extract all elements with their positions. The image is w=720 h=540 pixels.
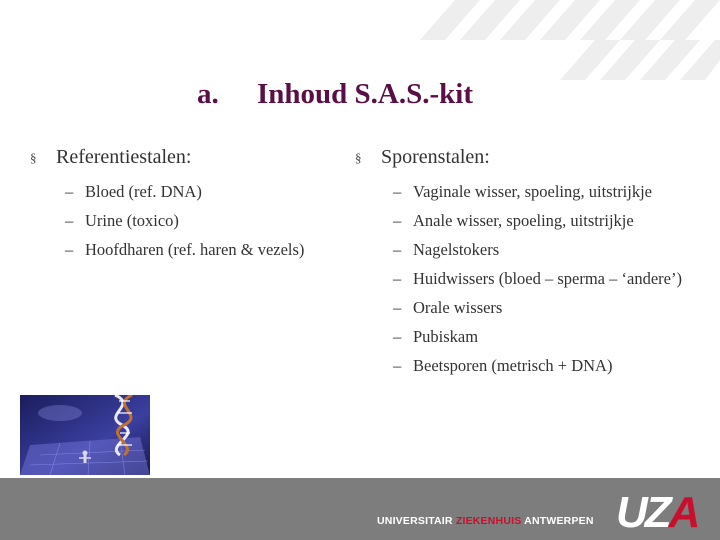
reference-samples-column [30,146,330,268]
list-item: – Anale wisser, spoeling, uitstrijkje [393,211,634,230]
hospital-name: UNIVERSITAIR ZIEKENHUIS ANTWERPEN [377,515,594,527]
title-letter: a. [197,78,219,110]
dna-helix-icon [20,395,150,475]
trace-samples-heading: § Sporenstalen: [355,146,490,168]
list-item: – Hoofdharen (ref. haren & vezels) [65,240,305,259]
list-item: – Bloed (ref. DNA) [65,182,202,201]
title-text: Inhoud S.A.S.-kit [257,78,473,110]
section-bullet-icon: § [355,150,362,165]
trace-samples-list [355,181,715,377]
list-item: – Urine (toxico) [65,211,179,230]
uza-logo: UZA [616,488,698,537]
list-item: – Nagelstokers [393,240,500,259]
reference-samples-heading: § Referentiestalen: [30,146,192,168]
trace-samples-column [355,146,715,384]
list-item: – Vaginale wisser, spoeling, uitstrijkje [393,182,653,201]
list-item: – Pubiskam [393,327,479,346]
reference-samples-list [30,181,330,261]
footer-bar [0,478,720,540]
list-item: – Huidwissers (bloed – sperma – ‘andere’) [393,269,682,288]
list-item: – Orale wissers [393,298,503,317]
section-bullet-icon: § [30,150,37,165]
list-item: – Beetsporen (metrisch + DNA) [393,356,613,375]
dna-forensic-image [20,395,150,475]
